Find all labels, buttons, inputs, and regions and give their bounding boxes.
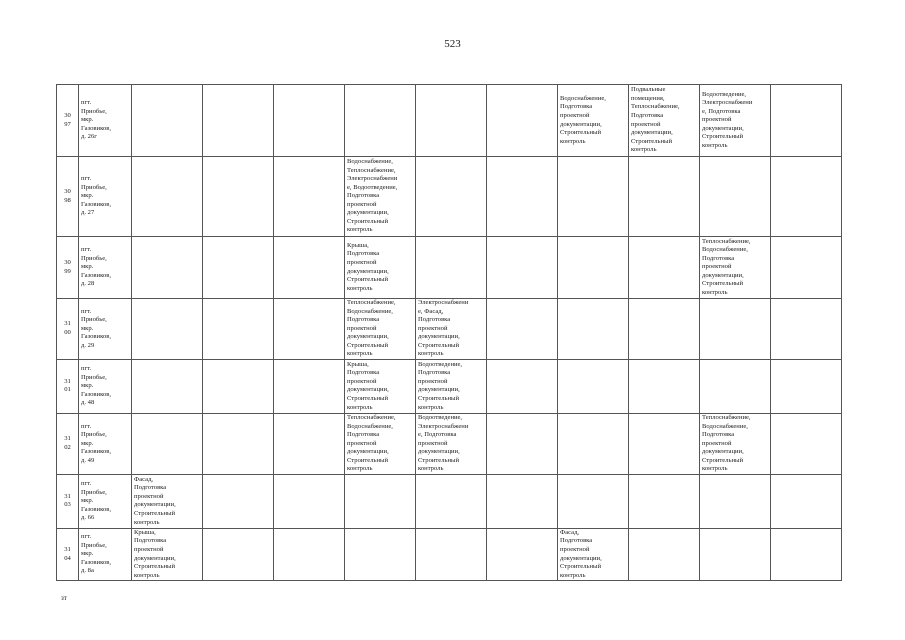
work-type-cell [700,299,771,360]
work-type-cell: Теплоснабжение, Водоснабжение, Подготовка проектной документации, Строительный контроль [700,413,771,474]
work-type-cell [274,85,345,157]
work-type-cell [274,528,345,580]
page-number: 523 [444,38,461,50]
work-type-cell [416,85,487,157]
work-type-cell [487,85,558,157]
work-type-cell [203,528,274,580]
work-type-cell [274,413,345,474]
work-type-cell [558,237,629,299]
work-type-cell [629,237,700,299]
work-type-cell [416,157,487,237]
work-type-cell [416,474,487,528]
work-type-cell [345,528,416,580]
work-type-cell [274,157,345,237]
work-type-cell [629,157,700,237]
work-type-cell: Теплоснабжение, Водоснабжение, Подготовка проектной документации, Строительный контроль [345,299,416,360]
work-type-cell [416,528,487,580]
work-type-cell [629,474,700,528]
address-cell: пгт. Приобье, мкр. Газовиков, д. 48 [79,359,132,413]
work-type-cell: Теплоснабжение, Водоснабжение, Подготовка проектной документации, Строительный контроль [700,237,771,299]
work-type-cell [629,299,700,360]
row-number-cell: 31 03 [57,474,79,528]
work-type-cell: Водоотведение, Электроснабжени е, Подготовка проектной документации, Строительный контроль [700,85,771,157]
repair-schedule-table [56,84,842,581]
work-type-cell [558,299,629,360]
row-number-cell: 31 02 [57,413,79,474]
work-type-cell [132,85,203,157]
work-type-cell: Теплоснабжение, Водоснабжение, Подготовка проектной документации, Строительный контроль [345,413,416,474]
work-type-cell [274,299,345,360]
work-type-cell [771,359,842,413]
work-type-cell [629,359,700,413]
work-type-cell [487,237,558,299]
table-row [57,413,842,474]
work-type-cell [132,359,203,413]
work-type-cell [274,474,345,528]
work-type-cell: Водоотведение, Подготовка проектной документации, Строительный контроль [416,359,487,413]
work-type-cell [203,474,274,528]
work-type-cell: Электроснабжени е, Фасад, Подготовка проектной документации, Строительный контроль [416,299,487,360]
work-type-cell [771,413,842,474]
work-type-cell [771,237,842,299]
work-type-cell [132,157,203,237]
work-type-cell [558,474,629,528]
work-type-cell [771,299,842,360]
work-type-cell [771,474,842,528]
footer-mark: зт [61,594,67,602]
work-type-cell [203,359,274,413]
row-number-cell: 31 01 [57,359,79,413]
work-type-cell [203,413,274,474]
work-type-cell: Фасад, Подготовка проектной документации, Строительный контроль [558,528,629,580]
work-type-cell [487,157,558,237]
address-cell: пгт. Приобье, мкр. Газовиков, д. 27 [79,157,132,237]
table-row [57,85,842,157]
address-cell: пгт. Приобье, мкр. Газовиков, д. 66 [79,474,132,528]
work-type-cell: Водоотведение, Электроснабжени е, Подготовка проектной документации, Строительный контроль [416,413,487,474]
work-type-cell [487,413,558,474]
work-type-cell: Крыша, Подготовка проектной документации, Строительный контроль [345,359,416,413]
work-type-cell [487,359,558,413]
row-number-cell: 31 04 [57,528,79,580]
work-type-cell [416,237,487,299]
address-cell: пгт. Приобье, мкр. Газовиков, д. 8а [79,528,132,580]
work-type-cell [132,237,203,299]
work-type-cell [487,299,558,360]
work-type-cell [132,299,203,360]
work-type-cell: Крыша, Подготовка проектной документации, Строительный контроль [132,528,203,580]
address-cell: пгт. Приобье, мкр. Газовиков, д. 26г [79,85,132,157]
work-type-cell [558,157,629,237]
work-type-cell: Водоснабжение, Подготовка проектной документации, Строительный контроль [558,85,629,157]
work-type-cell [345,474,416,528]
work-type-cell [771,157,842,237]
work-type-cell [274,237,345,299]
work-type-cell [700,528,771,580]
work-type-cell [558,413,629,474]
work-type-cell: Подвальные помещения, Теплоснабжение, Подготовка проектной документации, Строительный контроль [629,85,700,157]
address-cell: пгт. Приобье, мкр. Газовиков, д. 29 [79,299,132,360]
work-type-cell [203,157,274,237]
work-type-cell [203,85,274,157]
work-type-cell: Водоснабжение, Теплоснабжение, Электроснабжени е, Водоотведение, Подготовка проектной документации, Строительный контроль [345,157,416,237]
work-type-cell: Фасад, Подготовка проектной документации, Строительный контроль [132,474,203,528]
work-type-cell [132,413,203,474]
work-type-cell [203,299,274,360]
work-type-cell [274,359,345,413]
work-type-cell [203,237,274,299]
work-type-cell [700,157,771,237]
work-type-cell [629,528,700,580]
table-row [57,528,842,580]
table-row [57,474,842,528]
row-number-cell: 30 99 [57,237,79,299]
table-row [57,157,842,237]
table-row [57,359,842,413]
work-type-cell [487,474,558,528]
row-number-cell: 30 97 [57,85,79,157]
work-type-cell [771,528,842,580]
table-row [57,237,842,299]
work-type-cell [345,85,416,157]
work-type-cell [487,528,558,580]
work-type-cell [700,474,771,528]
row-number-cell: 31 00 [57,299,79,360]
address-cell: пгт. Приобье, мкр. Газовиков, д. 49 [79,413,132,474]
address-cell: пгт. Приобье, мкр. Газовиков, д. 28 [79,237,132,299]
work-type-cell [700,359,771,413]
work-type-cell [771,85,842,157]
row-number-cell: 30 98 [57,157,79,237]
work-type-cell: Крыша, Подготовка проектной документации, Строительный контроль [345,237,416,299]
table-row [57,299,842,360]
work-type-cell [629,413,700,474]
work-type-cell [558,359,629,413]
